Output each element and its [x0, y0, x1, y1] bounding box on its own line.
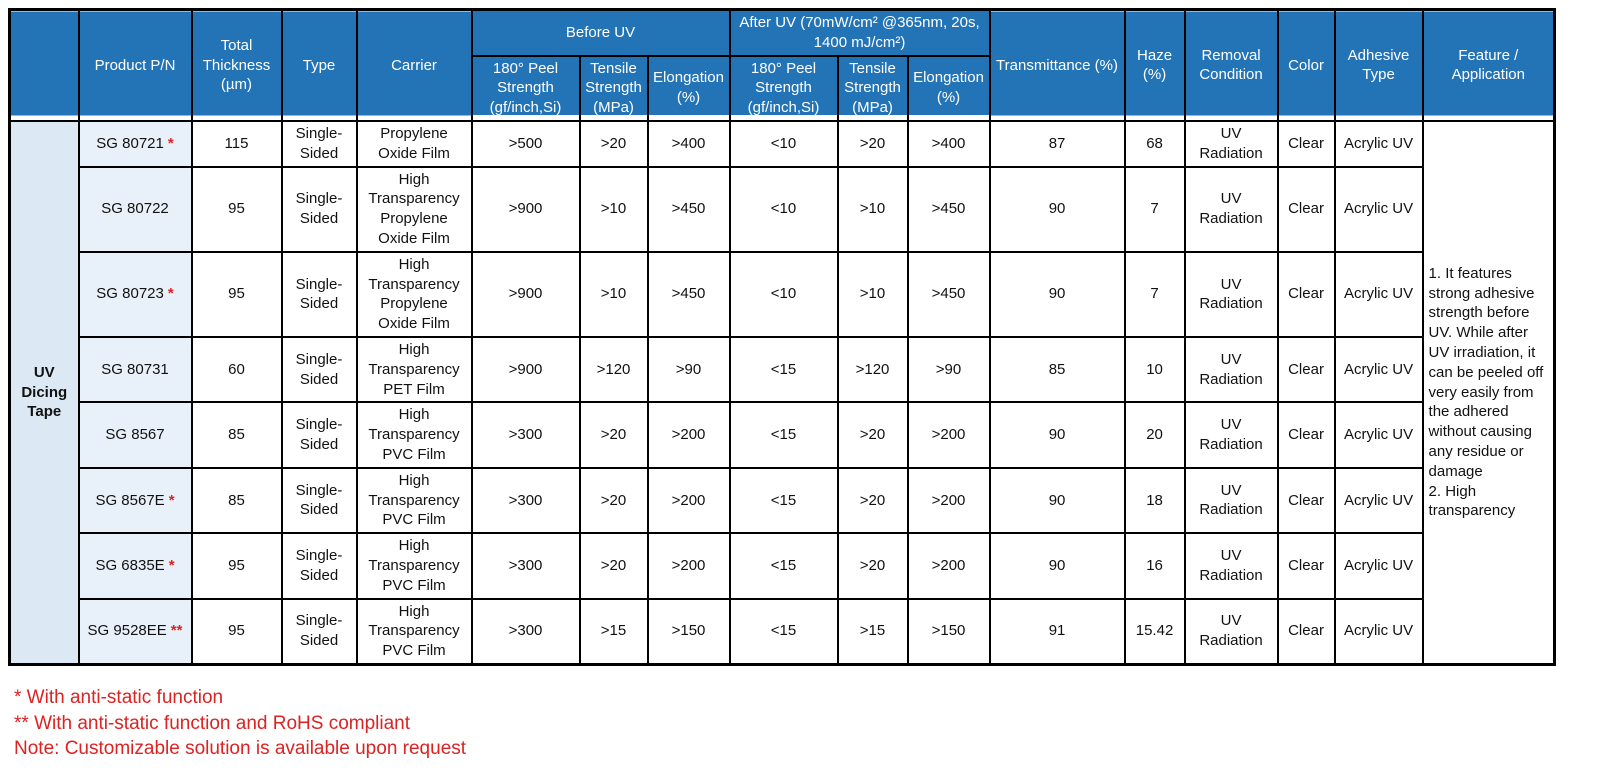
- cell-haze: 7: [1125, 167, 1185, 252]
- cell-haze: 10: [1125, 337, 1185, 402]
- cell-removal-condition: UV Radiation: [1185, 533, 1278, 598]
- cell-removal-condition: UV Radiation: [1185, 252, 1278, 337]
- cell-after-elongation: >200: [908, 468, 990, 533]
- cell-after-tensile: >20: [838, 468, 908, 533]
- table-row: [10, 167, 1555, 252]
- cell-product-pn: [79, 167, 192, 252]
- col-header-feature-application: Feature / Application: [1423, 10, 1555, 121]
- cell-product-pn: [79, 533, 192, 598]
- row-group-cell: UV Dicing Tape: [10, 121, 79, 664]
- cell-before-peel: >500: [472, 121, 580, 167]
- cell-before-peel: >300: [472, 402, 580, 467]
- col-header-after-peel: 180° Peel Strength (gf/inch,Si): [730, 56, 838, 121]
- cell-before-tensile: >120: [580, 337, 648, 402]
- cell-removal-condition: UV Radiation: [1185, 337, 1278, 402]
- col-header-color: Color: [1278, 10, 1335, 121]
- cell-color: Clear: [1278, 337, 1335, 402]
- cell-adhesive-type: Acrylic UV: [1335, 533, 1423, 598]
- cell-before-tensile: >20: [580, 121, 648, 167]
- cell-color: Clear: [1278, 402, 1335, 467]
- product-pn-text: SG 8567: [105, 426, 165, 444]
- cell-after-peel: <15: [730, 337, 838, 402]
- cell-before-elongation: >150: [648, 599, 730, 665]
- cell-transmittance: 87: [990, 121, 1125, 167]
- corner-cell: [10, 10, 79, 121]
- cell-before-tensile: >20: [580, 533, 648, 598]
- cell-product-pn: [79, 252, 192, 337]
- cell-type: Single-Sided: [282, 533, 357, 598]
- cell-carrier: High Transparency Propylene Oxide Film: [357, 167, 472, 252]
- cell-after-peel: <15: [730, 533, 838, 598]
- cell-after-elongation: >400: [908, 121, 990, 167]
- cell-after-tensile: >20: [838, 402, 908, 467]
- table-row: [10, 599, 1555, 665]
- cell-total-thickness: 95: [192, 599, 282, 665]
- col-header-before-elongation: Elongation (%): [648, 56, 730, 121]
- cell-product-pn: [79, 337, 192, 402]
- cell-color: Clear: [1278, 252, 1335, 337]
- cell-product-pn: [79, 121, 192, 167]
- footnote-asterisk: * With anti-static function: [14, 686, 224, 708]
- cell-after-elongation: >450: [908, 252, 990, 337]
- table-body: [10, 121, 1555, 664]
- table-row: [10, 337, 1555, 402]
- col-header-removal-condition: Removal Condition: [1185, 10, 1278, 121]
- cell-before-elongation: >400: [648, 121, 730, 167]
- cell-before-peel: >300: [472, 468, 580, 533]
- cell-color: Clear: [1278, 599, 1335, 665]
- col-header-carrier: Carrier: [357, 10, 472, 121]
- feature-item-2: 2. High transparency: [1428, 482, 1516, 520]
- product-pn-text: SG 80722: [101, 200, 169, 218]
- cell-before-tensile: >20: [580, 468, 648, 533]
- col-header-type: Type: [282, 10, 357, 121]
- col-header-after-tensile: Tensile Strength (MPa): [838, 56, 908, 121]
- table-row: [10, 468, 1555, 533]
- cell-after-tensile: >10: [838, 252, 908, 337]
- cell-after-peel: <15: [730, 599, 838, 665]
- cell-after-elongation: >200: [908, 402, 990, 467]
- cell-before-elongation: >200: [648, 402, 730, 467]
- cell-after-peel: <10: [730, 167, 838, 252]
- cell-color: Clear: [1278, 121, 1335, 167]
- cell-color: Clear: [1278, 167, 1335, 252]
- cell-transmittance: 90: [990, 167, 1125, 252]
- col-header-total-thickness: Total Thickness (µm): [192, 10, 282, 121]
- cell-haze: 68: [1125, 121, 1185, 167]
- col-header-before-peel: 180° Peel Strength (gf/inch,Si): [472, 56, 580, 121]
- cell-product-pn: [79, 468, 192, 533]
- footnote-mark: *: [168, 556, 175, 574]
- cell-transmittance: 90: [990, 252, 1125, 337]
- cell-total-thickness: 95: [192, 252, 282, 337]
- footnote-mark: **: [170, 622, 183, 640]
- cell-before-tensile: >20: [580, 402, 648, 467]
- cell-after-tensile: >120: [838, 337, 908, 402]
- cell-after-elongation: >200: [908, 533, 990, 598]
- cell-before-tensile: >10: [580, 167, 648, 252]
- cell-after-elongation: >150: [908, 599, 990, 665]
- cell-before-peel: >900: [472, 167, 580, 252]
- cell-carrier: High Transparency PVC Film: [357, 468, 472, 533]
- cell-before-tensile: >15: [580, 599, 648, 665]
- footnote-mark: *: [167, 134, 174, 152]
- product-pn-text: SG 9528EE: [87, 622, 167, 640]
- cell-haze: 7: [1125, 252, 1185, 337]
- product-spec-table: [8, 8, 1556, 666]
- cell-carrier: High Transparency Propylene Oxide Film: [357, 252, 472, 337]
- col-header-transmittance: Transmittance (%): [990, 10, 1125, 121]
- col-header-after-elongation: Elongation (%): [908, 56, 990, 121]
- cell-before-elongation: >200: [648, 533, 730, 598]
- cell-before-tensile: >10: [580, 252, 648, 337]
- table-row: [10, 252, 1555, 337]
- cell-color: Clear: [1278, 468, 1335, 533]
- cell-color: Clear: [1278, 533, 1335, 598]
- col-header-before-tensile: Tensile Strength (MPa): [580, 56, 648, 121]
- cell-after-tensile: >15: [838, 599, 908, 665]
- footnotes: [14, 685, 1600, 762]
- cell-removal-condition: UV Radiation: [1185, 468, 1278, 533]
- cell-type: Single-Sided: [282, 468, 357, 533]
- cell-before-peel: >300: [472, 599, 580, 665]
- cell-after-elongation: >450: [908, 167, 990, 252]
- cell-carrier: High Transparency PET Film: [357, 337, 472, 402]
- product-pn-text: SG 80723: [96, 285, 164, 303]
- cell-before-peel: >900: [472, 337, 580, 402]
- cell-adhesive-type: Acrylic UV: [1335, 468, 1423, 533]
- cell-total-thickness: 60: [192, 337, 282, 402]
- cell-before-elongation: >450: [648, 252, 730, 337]
- cell-transmittance: 91: [990, 599, 1125, 665]
- product-pn-text: SG 80731: [101, 360, 169, 378]
- cell-type: Single-Sided: [282, 167, 357, 252]
- cell-removal-condition: UV Radiation: [1185, 167, 1278, 252]
- cell-transmittance: 90: [990, 402, 1125, 467]
- cell-removal-condition: UV Radiation: [1185, 599, 1278, 665]
- cell-after-tensile: >20: [838, 121, 908, 167]
- cell-adhesive-type: Acrylic UV: [1335, 252, 1423, 337]
- cell-type: Single-Sided: [282, 599, 357, 665]
- cell-type: Single-Sided: [282, 402, 357, 467]
- cell-total-thickness: 115: [192, 121, 282, 167]
- col-group-before-uv: Before UV: [472, 10, 730, 56]
- cell-after-peel: <15: [730, 468, 838, 533]
- cell-haze: 18: [1125, 468, 1185, 533]
- footnote-mark: *: [167, 285, 174, 303]
- cell-before-elongation: >200: [648, 468, 730, 533]
- table-header: [10, 10, 1555, 121]
- cell-total-thickness: 95: [192, 533, 282, 598]
- cell-before-elongation: >90: [648, 337, 730, 402]
- cell-before-peel: >900: [472, 252, 580, 337]
- cell-type: Single-Sided: [282, 121, 357, 167]
- cell-after-tensile: >20: [838, 533, 908, 598]
- cell-carrier: High Transparency PVC Film: [357, 533, 472, 598]
- cell-haze: 16: [1125, 533, 1185, 598]
- product-pn-text: SG 80721: [96, 134, 164, 152]
- cell-feature-application: [1423, 121, 1555, 664]
- footnote-note: Note: Customizable solution is available upon request: [14, 738, 467, 760]
- cell-transmittance: 85: [990, 337, 1125, 402]
- cell-carrier: High Transparency PVC Film: [357, 402, 472, 467]
- cell-adhesive-type: Acrylic UV: [1335, 337, 1423, 402]
- cell-adhesive-type: Acrylic UV: [1335, 121, 1423, 167]
- cell-total-thickness: 85: [192, 402, 282, 467]
- cell-total-thickness: 85: [192, 468, 282, 533]
- col-header-adhesive-type: Adhesive Type: [1335, 10, 1423, 121]
- cell-product-pn: [79, 402, 192, 467]
- cell-adhesive-type: Acrylic UV: [1335, 599, 1423, 665]
- footnote-mark: *: [168, 491, 175, 509]
- table-row: [10, 533, 1555, 598]
- cell-before-elongation: >450: [648, 167, 730, 252]
- cell-removal-condition: UV Radiation: [1185, 402, 1278, 467]
- col-header-haze: Haze (%): [1125, 10, 1185, 121]
- cell-after-tensile: >10: [838, 167, 908, 252]
- cell-transmittance: 90: [990, 533, 1125, 598]
- cell-haze: 15.42: [1125, 599, 1185, 665]
- table-row: [10, 121, 1555, 167]
- col-group-after-uv: After UV (70mW/cm² @365nm, 20s, 1400 mJ/cm²): [730, 10, 990, 56]
- cell-before-peel: >300: [472, 533, 580, 598]
- cell-after-peel: <15: [730, 402, 838, 467]
- cell-carrier: High Transparency PVC Film: [357, 599, 472, 665]
- cell-total-thickness: 95: [192, 167, 282, 252]
- product-pn-text: SG 6835E: [95, 556, 165, 574]
- cell-removal-condition: UV Radiation: [1185, 121, 1278, 167]
- table-row: [10, 402, 1555, 467]
- product-pn-text: SG 8567E: [95, 491, 165, 509]
- cell-adhesive-type: Acrylic UV: [1335, 402, 1423, 467]
- cell-transmittance: 90: [990, 468, 1125, 533]
- cell-product-pn: [79, 599, 192, 665]
- cell-type: Single-Sided: [282, 252, 357, 337]
- cell-adhesive-type: Acrylic UV: [1335, 167, 1423, 252]
- col-header-product-pn: Product P/N: [79, 10, 192, 121]
- cell-haze: 20: [1125, 402, 1185, 467]
- cell-after-peel: <10: [730, 121, 838, 167]
- cell-type: Single-Sided: [282, 337, 357, 402]
- footnote-double-asterisk: ** With anti-static function and RoHS compliant: [14, 712, 411, 734]
- cell-carrier: Propylene Oxide Film: [357, 121, 472, 167]
- cell-after-elongation: >90: [908, 337, 990, 402]
- feature-item-1: 1. It features strong adhesive strength before UV. While after UV irradiation, it can be peeled off very easily from the adhered without causing any residue or damage: [1428, 264, 1544, 480]
- cell-after-peel: <10: [730, 252, 838, 337]
